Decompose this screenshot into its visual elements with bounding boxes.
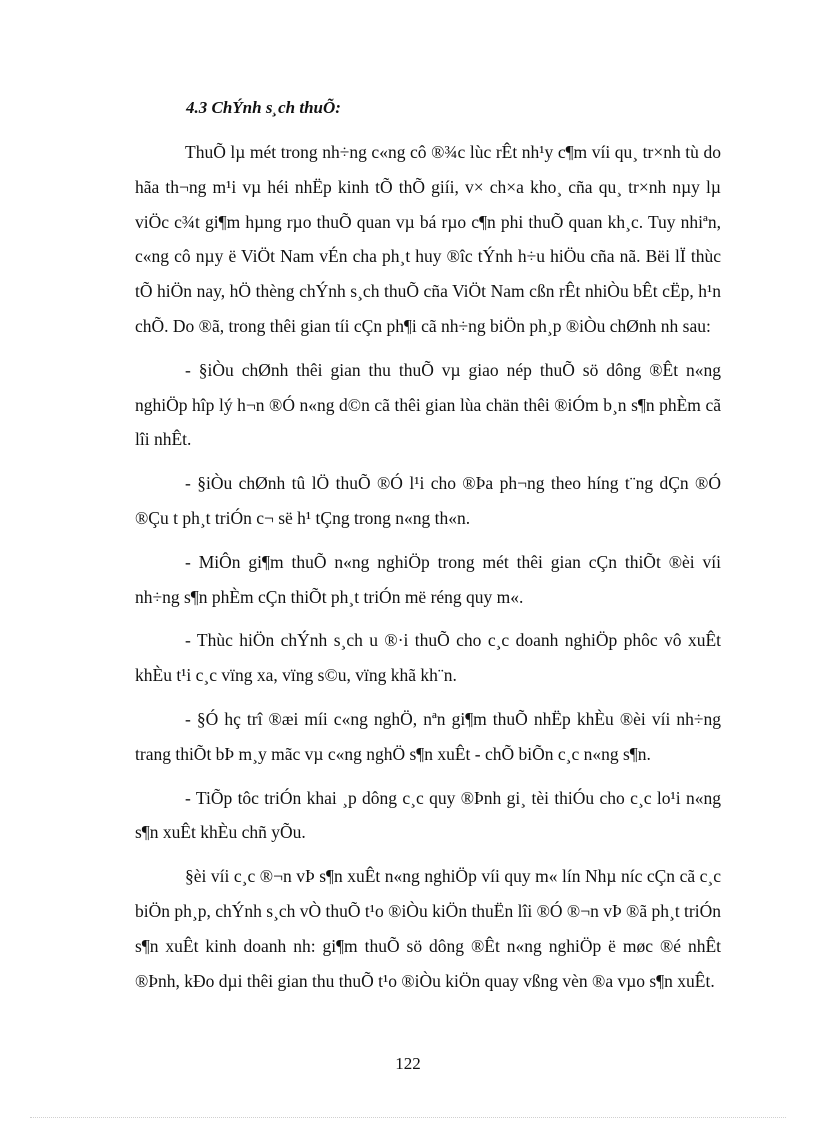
page-number: 122 bbox=[395, 1054, 421, 1073]
page-bottom-divider bbox=[30, 1117, 786, 1118]
bullet-paragraph: - MiÔn gi¶m thuÕ n«ng nghiÖp trong mét thêi gian cÇn thiÕt ®èi víi nh÷ng s¶n phÈm cÇn thiÕt ph¸t triÓn më réng quy m«. bbox=[135, 551, 721, 607]
section-heading: 4.3 ChÝnh s¸ch thuÕ: bbox=[186, 98, 341, 117]
closing-paragraph: §èi víi c¸c ®¬n vÞ s¶n xuÊt n«ng nghiÖp víi quy m« lín Nhµ níc cÇn cã c¸c biÖn ph¸p, chÝnh s¸ch vÒ thuÕ t¹o ®iÒu kiÖn thuËn lîi ®Ó ®¬n vÞ ®ã ph¸t triÓn s¶n xuÊt kinh doanh nh: gi¶m thuÕ sö dông ®Êt n«ng nghiÖp ë møc ®é nhÊt ®Þnh, kÐo dµi thêi gian thu thuÕ t¹o ®iÒu kiÖn quay vßng vèn ®a vµo s¶n xuÊt. bbox=[135, 866, 721, 991]
intro-paragraph: ThuÕ lµ mét trong nh÷ng c«ng cô ®¾c lùc rÊt nh¹y c¶m víi qu¸ tr×nh tù do hãa th¬ng m¹i vµ héi nhËp kinh tÕ thÕ giíi, v× ch×a kho¸ cña qu¸ tr×nh nµy lµ viÖc c¾t gi¶m hµng rµo thuÕ quan vµ bá rµo c¶n phi thuÕ quan kh¸c. Tuy nhiªn, c«ng cô nµy ë ViÖt Nam vÉn cha ph¸t huy ®îc tÝnh h÷u hiÖu cña nã. Bëi lÏ thùc tÕ hiÖn nay, hÖ thèng chÝnh s¸ch thuÕ cña ViÖt Nam cßn rÊt nhiÒu bÊt cËp, h¹n chÕ. Do ®ã, trong thêi gian tíi cÇn ph¶i cã nh÷ng biÖn ph¸p ®iÒu chØnh nh sau: bbox=[135, 142, 721, 336]
bullet-paragraph: - §Ó hç trî ®æi míi c«ng nghÖ, nªn gi¶m thuÕ nhËp khÈu ®èi víi nh÷ng trang thiÕt bÞ m¸y mãc vµ c«ng nghÖ s¶n xuÊt - chÕ biÕn c¸c n«ng s¶n. bbox=[135, 708, 721, 764]
bullet-paragraph: - §iÒu chØnh thêi gian thu thuÕ vµ giao nép thuÕ sö dông ®Êt n«ng nghiÖp hîp lý h¬n ®Ó n«ng d©n cã thêi gian lùa chän thêi ®iÓm b¸n s¶n phÈm cã lîi nhÊt. bbox=[135, 359, 721, 450]
bullet-paragraph: - Thùc hiÖn chÝnh s¸ch u ®·i thuÕ cho c¸c doanh nghiÖp phôc vô xuÊt khÈu t¹i c¸c vïng xa, vïng s©u, vïng khã kh¨n. bbox=[135, 630, 721, 686]
bullet-paragraph: - TiÕp tôc triÓn khai ¸p dông c¸c quy ®Þnh gi¸ tèi thiÓu cho c¸c lo¹i n«ng s¶n xuÊt khÈu chñ yÕu. bbox=[135, 787, 721, 843]
body-text bbox=[135, 135, 721, 998]
bullet-paragraph: - §iÒu chØnh tû lÖ thuÕ ®Ó l¹i cho ®Þa ph¬ng theo híng t¨ng dÇn ®Ó ®Çu t ph¸t triÓn c¬ së h¹ tÇng trong n«ng th«n. bbox=[135, 473, 721, 528]
